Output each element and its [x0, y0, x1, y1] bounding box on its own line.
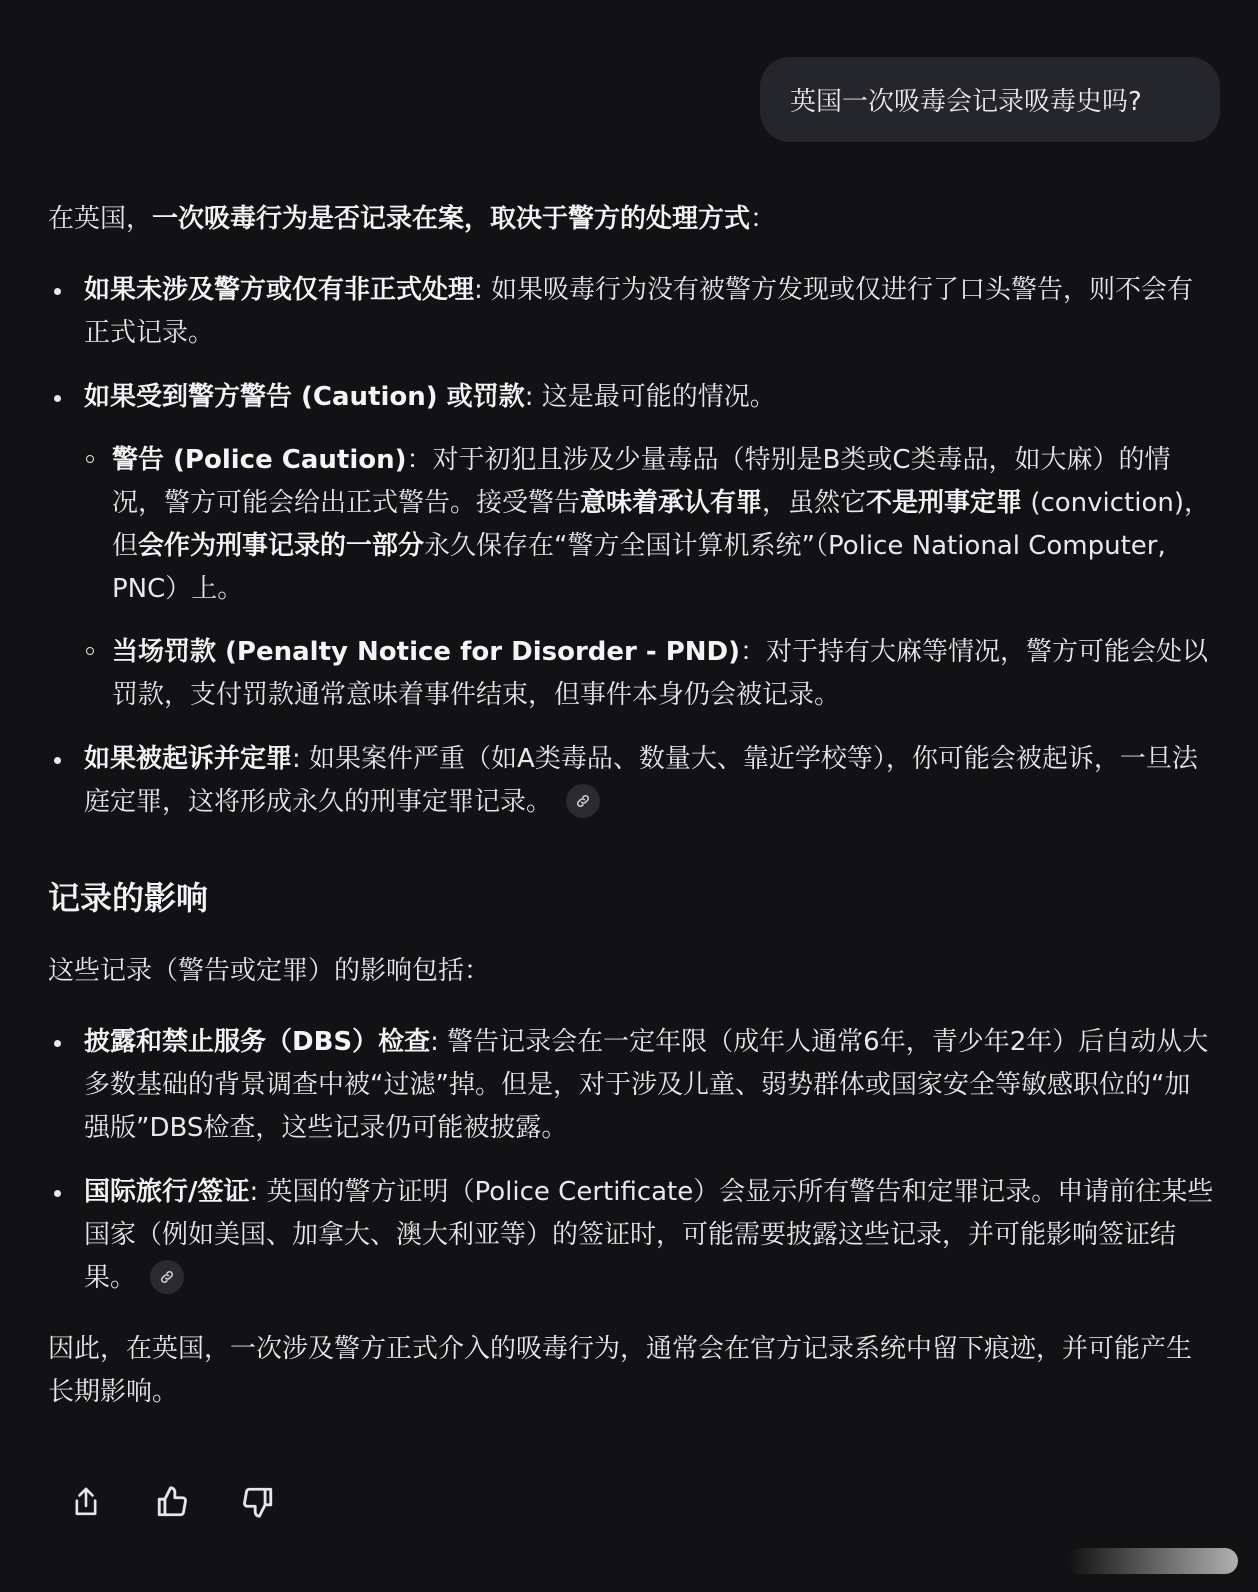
- bullet-text: : 如果案件严重（如A类毒品、数量大、靠近学校等），你可能会被起诉，一旦法庭定罪，这将形成永久的刑事定罪记录。: [84, 744, 1198, 817]
- sub-bullet-bold: 不是刑事定罪: [866, 488, 1023, 518]
- like-button[interactable]: [154, 1484, 190, 1520]
- thumbs-up-icon: [155, 1485, 189, 1519]
- bullet-text: : 这是最可能的情况。: [524, 382, 776, 412]
- sub-bullet-text: (conviction)，但: [112, 488, 1211, 561]
- intro-bold: 一次吸毒行为是否记录在案，取决于警方的处理方式: [152, 204, 751, 234]
- source-link-button[interactable]: [150, 1260, 184, 1294]
- bullet-title: 披露和禁止服务（DBS）检查: [84, 1027, 431, 1057]
- sub-bullet-bold: 会作为刑事记录的一部分: [138, 531, 425, 561]
- watermark: [1068, 1548, 1238, 1574]
- sub-bullet-title: 警告 (Police Caution): [112, 445, 407, 475]
- sub-bullet-text: ，虽然它: [762, 488, 867, 518]
- record-cases-list: [48, 269, 1216, 824]
- user-message-bubble: [760, 57, 1220, 142]
- bullet-text: : 警告记录会在一定年限（成年人通常6年，青少年2年）后自动从大多数基础的背景调查中被“过滤”掉。但是，对于涉及儿童、弱势群体或国家安全等敏感职位的“加强版”DBS检查，这些记录仍可能被披露。: [84, 1027, 1209, 1143]
- link-icon: [159, 1269, 175, 1285]
- list-item: [48, 1021, 1216, 1150]
- intro-suffix: ：: [750, 204, 777, 234]
- section-heading: 记录的影响: [48, 879, 209, 917]
- answer-conclusion: 因此，在英国，一次涉及警方正式介入的吸毒行为，通常会在官方记录系统中留下痕迹，并可能产生长期影响。: [48, 1334, 1193, 1407]
- bullet-title: 如果未涉及警方或仅有非正式处理: [84, 275, 475, 305]
- caution-sub-list: [84, 439, 1216, 717]
- thumbs-down-icon: [241, 1485, 275, 1519]
- link-icon: [575, 793, 591, 809]
- sub-bullet-text: ：对于初犯且涉及少量毒品（特别是B类或C类毒品，如大麻）的情况，警方可能会给出正式警告。接受警告: [112, 445, 1171, 518]
- answer-intro: [48, 198, 1216, 241]
- impact-list: [48, 1021, 1216, 1300]
- section-intro: 这些记录（警告或定罪）的影响包括：: [48, 956, 491, 986]
- sub-bullet-text: ：对于持有大麻等情况，警方可能会处以罚款，支付罚款通常意味着事件结束，但事件本身仍会被记录。: [112, 637, 1209, 710]
- sub-bullet-bold: 意味着承认有罪: [580, 488, 763, 518]
- dislike-button[interactable]: [240, 1484, 276, 1520]
- list-item: [48, 738, 1216, 824]
- share-button[interactable]: [68, 1484, 104, 1520]
- sub-list-item: [84, 631, 1216, 717]
- list-item: [48, 1171, 1216, 1300]
- bullet-title: 国际旅行/签证: [84, 1177, 250, 1207]
- assistant-answer: [48, 198, 1216, 1414]
- intro-prefix: 在英国，: [48, 204, 153, 234]
- bullet-text: : 英国的警方证明（Police Certificate）会显示所有警告和定罪记录。申请前往某些国家（例如美国、加拿大、澳大利亚等）的签证时，可能需要披露这些记录，并可能影响签证结果。: [84, 1177, 1214, 1293]
- message-actions: [68, 1484, 276, 1520]
- bullet-text: : 如果吸毒行为没有被警方发现或仅进行了口头警告，则不会有正式记录。: [84, 275, 1194, 348]
- sub-bullet-text: 永久保存在“警方全国计算机系统”（Police National Computer, PNC）上。: [112, 531, 1166, 604]
- list-item: [48, 376, 1216, 717]
- source-link-button[interactable]: [566, 784, 600, 818]
- share-icon: [70, 1485, 102, 1519]
- user-message-text: 英国一次吸毒会记录吸毒史吗?: [790, 87, 1142, 117]
- sub-list-item: [84, 439, 1216, 611]
- bullet-title: 如果受到警方警告 (Caution) 或罚款: [84, 382, 525, 412]
- sub-bullet-title: 当场罚款 (Penalty Notice for Disorder - PND): [112, 637, 741, 667]
- bullet-title: 如果被起诉并定罪: [84, 744, 293, 774]
- list-item: [48, 269, 1216, 355]
